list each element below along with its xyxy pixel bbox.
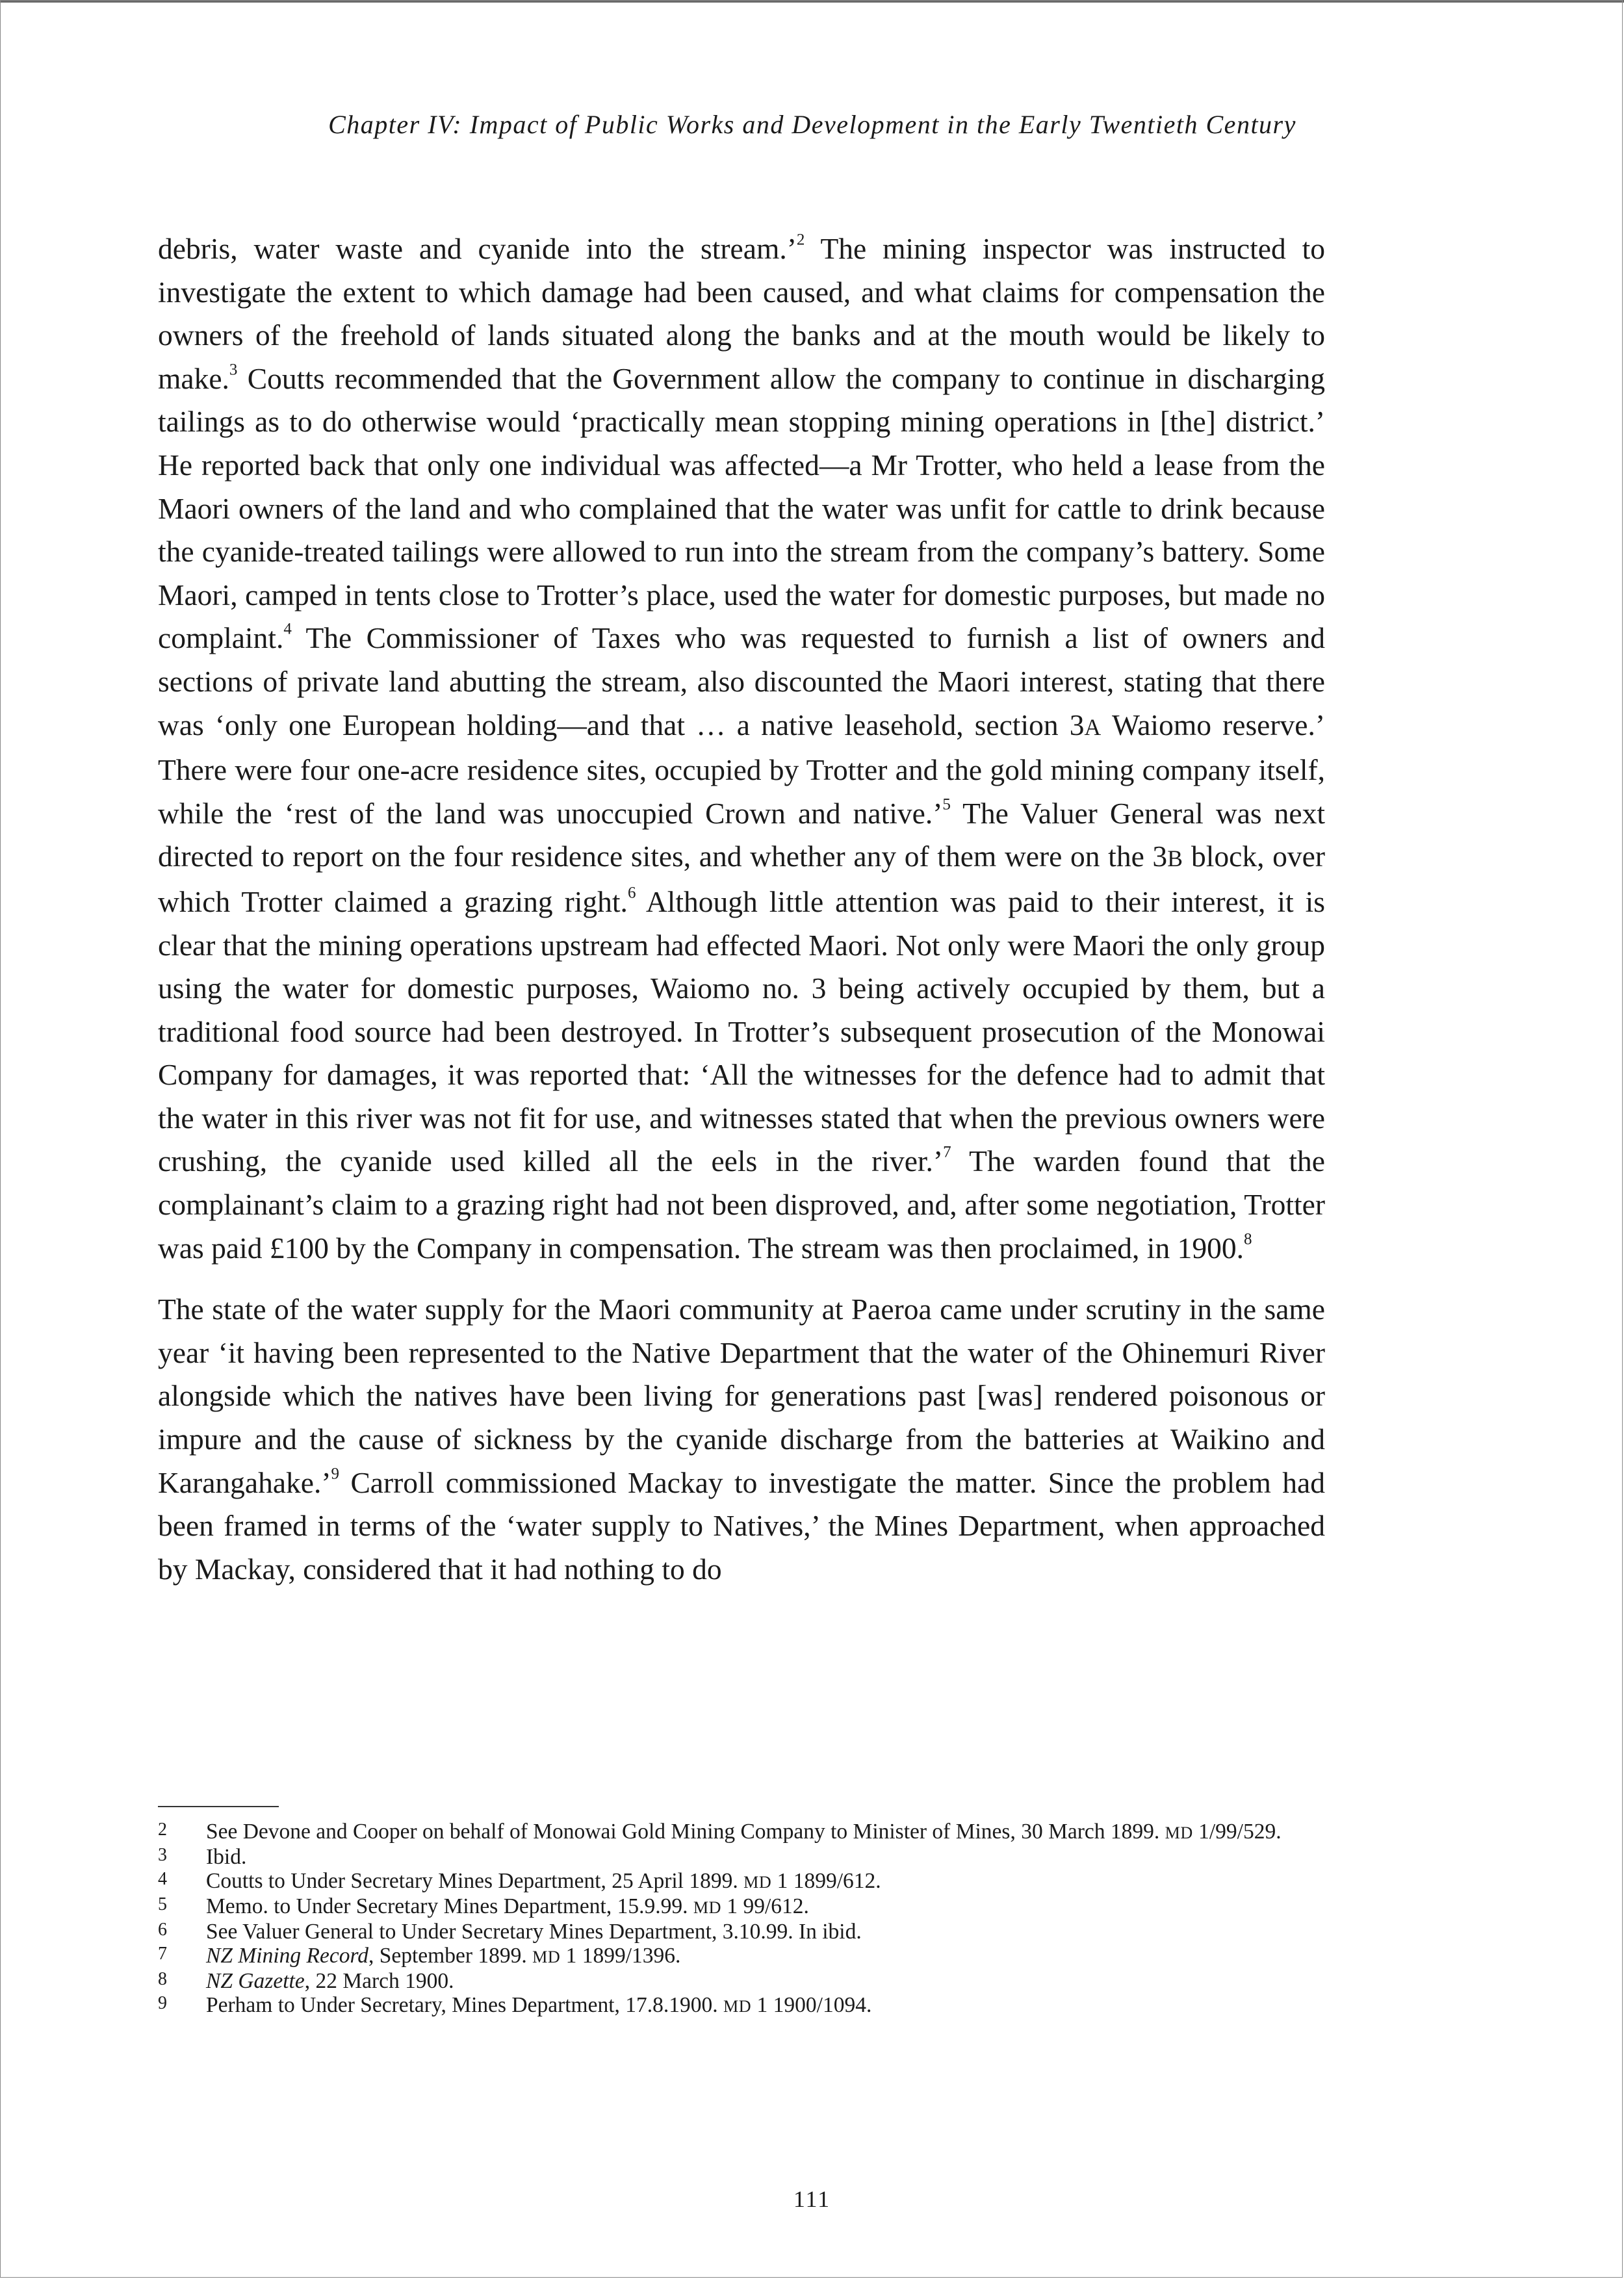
text-run: The warden found that the complainant’s claim to a grazing right had not been disproved, and, after some negotiation, Trotter was paid £100 by the Company in compensation. The stream was then proclaimed, in 1900. xyxy=(158,1144,1325,1265)
text-run: The mining inspector was instructed to investigate the extent to which damage had been caused, and what claims for compensation the owners of the freehold of lands situated along the banks and at the mouth would be likely to make. xyxy=(158,232,1325,395)
footnote-number: 3 xyxy=(158,1845,167,1865)
footnote-ref-3[interactable]: 3 xyxy=(229,361,238,379)
footnote xyxy=(158,1820,1325,1845)
footnote xyxy=(158,1993,1325,2018)
footnote xyxy=(158,1920,1325,1944)
page-number: 111 xyxy=(793,2186,831,2212)
text-run: Coutts recommended that the Government allow the company to continue in discharging tailings as to do otherwise would ‘practically mean stopping mining operations in [the] district.’ He reported back that only one individual was affected—a Mr Trotter, who held a lease from the Maori owners of the land and who complained that the water was unfit for cattle to drink because the cyanide-treated tailings were allowed to run into the stream from the company’s battery. Some Maori, camped in tents close to Trotter’s place, used the water for domestic purposes, but made no complaint. xyxy=(158,361,1325,655)
paragraph-1 xyxy=(158,227,1325,1270)
footnote-ref-5[interactable]: 5 xyxy=(942,795,951,814)
paragraph-2 xyxy=(158,1288,1325,1591)
footnote-ref-4[interactable]: 4 xyxy=(283,621,292,639)
text-run: Although little attention was paid to their interest, it is clear that the mining operations upstream had effected Maori. Not only were Maori the only group using the water for domestic purposes, Waiomo no. 3 being actively occupied by them, but a traditional food source had been destroyed. In Trotter’s subsequent prosecution of the Monowai Company for damages, it was reported that: ‘All the witnesses for the defence had to admit that the water in this river was not fit for use, and witnesses stated that when the previous owners were crushing, the cyanide used killed all the eels in the river.’ xyxy=(158,884,1325,1178)
footnote-text: Coutts to Under Secretary Mines Department, 25 April 1899. MD 1 1899/612. xyxy=(206,1869,881,1893)
body-text xyxy=(158,227,1325,1591)
top-border-rule xyxy=(0,0,1624,3)
footnote-text: Perham to Under Secretary, Mines Department, 17.8.1900. MD 1 1900/1094. xyxy=(206,1993,872,2017)
footnote xyxy=(158,1894,1325,1920)
running-header: Chapter IV: Impact of Public Works and Development in the Early Twentieth Century xyxy=(328,110,1296,139)
small-caps-text: B xyxy=(1167,845,1183,872)
footnote-ref-6[interactable]: 6 xyxy=(627,884,636,902)
footnote-number: 9 xyxy=(158,1993,167,2013)
footnote-number: 6 xyxy=(158,1920,167,1940)
footnote-ref-8[interactable]: 8 xyxy=(1243,1230,1252,1248)
footnote-number: 7 xyxy=(158,1944,167,1964)
footnote-text: NZ Mining Record, September 1899. MD 1 1899/1396. xyxy=(206,1944,681,1968)
text-run: Waiomo reserve.’ There were four one-acre residence sites, occupied by Trotter and the gold mining company itself, while the ‘rest of the land was unoccupied Crown and native.’ xyxy=(158,708,1325,830)
text-run: Carroll commissioned Mackay to investigate the matter. Since the problem had been framed in terms of the ‘water supply to Natives,’ the Mines Department, when approached by Mackay, considered that it had nothing to do xyxy=(158,1465,1325,1586)
footnote-text: NZ Gazette, 22 March 1900. xyxy=(206,1969,454,1993)
footnote xyxy=(158,1845,1325,1869)
footnote xyxy=(158,1944,1325,1969)
footnote-text: See Devone and Cooper on behalf of Monowai Gold Mining Company to Minister of Mines, 30 March 1899. MD 1/99/529. xyxy=(206,1820,1282,1844)
small-caps-text: A xyxy=(1084,714,1102,740)
text-run: The Commissioner of Taxes who was requested to furnish a list of owners and sections of private land abutting the stream, also discounted the Maori interest, stating that there was ‘only one European holding—and that … a native leasehold, section 3 xyxy=(158,621,1325,741)
footnote-text: Ibid. xyxy=(206,1845,247,1869)
footnote xyxy=(158,1969,1325,1993)
footnote-number: 5 xyxy=(158,1894,167,1914)
footnotes xyxy=(158,1820,1325,2018)
footnote-text: Memo. to Under Secretary Mines Department, 15.9.99. MD 1 99/612. xyxy=(206,1894,809,1918)
text-run: The Valuer General was next directed to report on the four residence sites, and whether any of them were on the 3 xyxy=(158,796,1325,873)
footnote xyxy=(158,1869,1325,1894)
footnote-text: See Valuer General to Under Secretary Mines Department, 3.10.99. In ibid. xyxy=(206,1920,862,1944)
text-run: debris, water waste and cyanide into the stream.’ xyxy=(158,232,797,265)
footnote-ref-7[interactable]: 7 xyxy=(943,1144,951,1162)
text-run: block, over which Trotter claimed a grazing right. xyxy=(158,840,1325,918)
footnote-ref-9[interactable]: 9 xyxy=(331,1465,340,1483)
text-run: The state of the water supply for the Maori community at Paeroa came under scrutiny in the same year ‘it having been represented to the Native Department that the water of the Ohinemuri River alongside which the natives have been living for generations past [was] rendered poisonous or impure and the cause of sickness by the cyanide discharge from the batteries at Waikino and Karangahake.’ xyxy=(158,1293,1325,1499)
footnote-ref-2[interactable]: 2 xyxy=(796,231,805,249)
footnote-number: 2 xyxy=(158,1820,167,1840)
footnote-separator xyxy=(158,1806,279,1807)
footnote-number: 8 xyxy=(158,1969,167,1989)
footnote-number: 4 xyxy=(158,1869,167,1889)
